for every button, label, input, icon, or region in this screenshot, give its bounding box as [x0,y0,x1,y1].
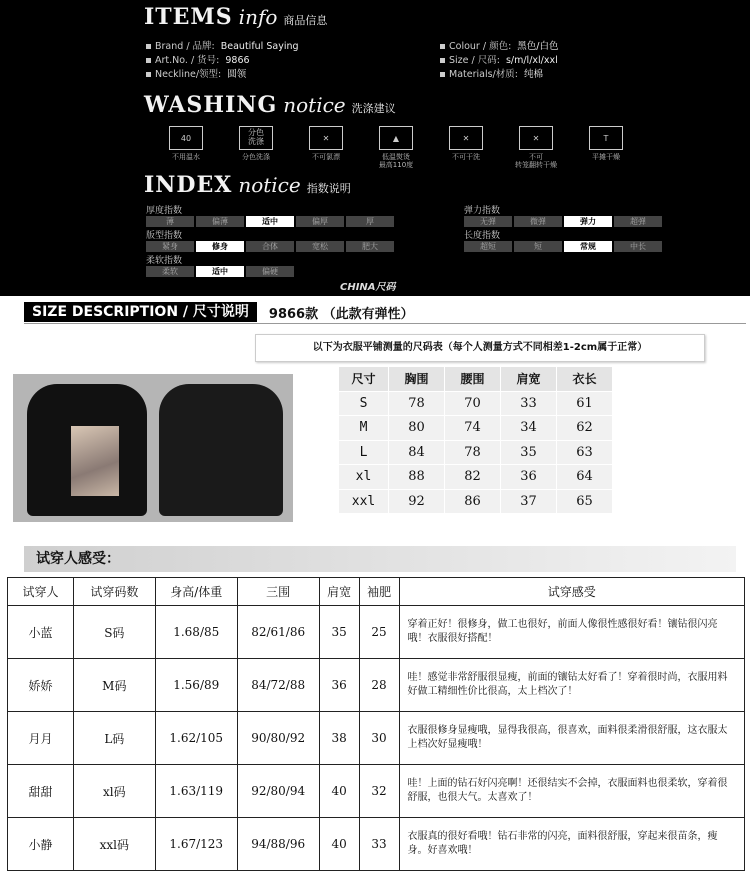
model-number: 9866款 （此款有弹性） [268,306,414,322]
size-chart-header [339,367,613,392]
tester-measurements: 82/61/86 [237,606,319,659]
size-cell: 80 [389,416,445,441]
tester-shoulder: 38 [319,712,359,765]
tester-size: xxl码 [73,818,155,871]
length-scale [464,241,662,252]
size-cell: 35 [501,440,557,465]
size-cell: xxl [339,489,389,514]
tester-sleeve: 32 [359,765,399,818]
separate-wash-icon: 分色 洗涤 [239,126,273,150]
tester-feedback: 穿着正好！很修身，做工也很好，前面人像很性感很好看！镶钻很闪亮哦！衣服很好搭配！ [399,606,744,659]
index-notice-heading: INDEX notice 指数说明 [144,172,351,198]
tester-height-weight: 1.68/85 [155,606,237,659]
fit-scale [146,241,394,252]
tester-measurements: 90/80/92 [237,712,319,765]
fit-level: 宽松 [296,241,344,252]
size-description-title: SIZE DESCRIPTION / 尺寸说明 [24,302,257,322]
iron-icon: ▲ [379,126,413,150]
trial-row [8,659,745,712]
size-row [339,416,613,441]
tester-shoulder: 40 [319,765,359,818]
size-cell: M [339,416,389,441]
size-cell: 34 [501,416,557,441]
softness-level: 柔软 [146,266,194,277]
colour-spec: Colour / 颜色: 黑色/白色 [440,38,558,52]
thickness-level: 适中 [246,216,294,227]
no-dry-clean-icon: ✕ [449,126,483,150]
tester-shoulder: 35 [319,606,359,659]
size-cell: 86 [445,489,501,514]
length-level: 超短 [464,241,512,252]
divider [24,323,746,324]
tester-sleeve: 33 [359,818,399,871]
fit-level: 合体 [246,241,294,252]
header-cell: 胸围 [389,367,445,392]
softness-level: 偏硬 [246,266,294,277]
thickness-scale [146,216,394,227]
length-level: 常规 [564,241,612,252]
items-info-heading: ITEMS info 商品信息 [144,4,328,30]
artno-spec: Art.No. / 货号: 9866 [146,52,250,66]
tester-feedback: 哇！感觉非常舒服很显瘦，前面的镶钻太好看了！穿着很时尚，衣服用料好做工精细性价比很高，太上档次了！ [399,659,744,712]
size-spec: Size / 尺码: s/m/l/xl/xxl [440,52,558,66]
header-cell: 试穿感受 [399,578,744,606]
thickness-level: 偏厚 [296,216,344,227]
header-cell: 袖肥 [359,578,399,606]
measurement-note: 以下为衣服平铺测量的尺码表（每个人测量方式不同相差1-2cm属于正常） [255,334,705,362]
trial-row [8,765,745,818]
thickness-level: 薄 [146,216,194,227]
tester-size: M码 [73,659,155,712]
elastic-level: 微弹 [514,216,562,227]
softness-level: 适中 [196,266,244,277]
size-cell: 92 [389,489,445,514]
header-cell: 腰围 [445,367,501,392]
materials-spec: Materials/材质: 纯棉 [440,66,543,80]
size-cell: 63 [557,440,613,465]
flat-dry-icon: T [589,126,623,150]
elastic-index-label: 弹力指数 [464,206,501,216]
shirt-back-image [159,384,283,516]
size-cell: 61 [557,391,613,416]
size-cell: 70 [445,391,501,416]
size-cell: xl [339,465,389,490]
tester-measurements: 84/72/88 [237,659,319,712]
elastic-scale [464,216,662,227]
header-cell: 试穿人 [8,578,74,606]
wash-tub-icon: 40 [169,126,203,150]
size-cell: 88 [389,465,445,490]
header-cell: 衣长 [557,367,613,392]
size-cell: 78 [389,391,445,416]
tester-shoulder: 40 [319,818,359,871]
tester-name: 小蓝 [8,606,74,659]
tester-size: xl码 [73,765,155,818]
trial-row [8,818,745,871]
length-index-label: 长度指数 [464,231,501,241]
size-cell: 36 [501,465,557,490]
size-cell: S [339,391,389,416]
size-cell: 64 [557,465,613,490]
tester-height-weight: 1.63/119 [155,765,237,818]
tester-height-weight: 1.62/105 [155,712,237,765]
wash-warm-water: 40 不用温水 [162,126,210,169]
length-level: 中长 [614,241,662,252]
neckline-spec: Neckline/领型: 圆领 [146,66,246,80]
thickness-level: 厚 [346,216,394,227]
tester-height-weight: 1.67/123 [155,818,237,871]
tester-measurements: 92/80/94 [237,765,319,818]
tester-feedback: 衣服真的很好看哦！钻石非常的闪亮，面料很舒服，穿起来很苗条，瘦身。好喜欢哦！ [399,818,744,871]
header-cell: 肩宽 [319,578,359,606]
tester-shoulder: 36 [319,659,359,712]
header-cell: 身高/体重 [155,578,237,606]
size-row [339,440,613,465]
thickness-level: 偏薄 [196,216,244,227]
product-photo [13,374,293,522]
softness-scale [146,266,294,277]
no-tumble-dry-icon: ✕ [519,126,553,150]
tester-name: 甜甜 [8,765,74,818]
softness-index-label: 柔软指数 [146,256,183,266]
tester-sleeve: 28 [359,659,399,712]
trial-row [8,712,745,765]
size-row [339,391,613,416]
wash-low-iron: ▲ 低温熨烫 最高110度 [372,126,420,169]
size-row [339,465,613,490]
wash-no-dry-clean: ✕ 不可干洗 [442,126,490,169]
product-info-panel [0,0,750,296]
size-chart [338,366,613,514]
tester-size: S码 [73,606,155,659]
size-cell: 37 [501,489,557,514]
shirt-front-image [27,384,147,516]
header-cell: 试穿码数 [73,578,155,606]
trial-row [8,606,745,659]
fit-level: 紧身 [146,241,194,252]
trial-header [8,578,745,606]
size-row [339,489,613,514]
washing-notice-heading: WASHING notice 洗涤建议 [144,92,396,118]
no-bleach-icon: ✕ [309,126,343,150]
header-cell: 肩宽 [501,367,557,392]
brand-spec: Brand / 品牌: Beautiful Saying [146,38,299,52]
trial-feedback-table [7,577,745,871]
size-cell: 84 [389,440,445,465]
length-level: 短 [514,241,562,252]
header-cell: 尺寸 [339,367,389,392]
wash-no-tumble: ✕ 不可 转笼翻转干燥 [512,126,560,169]
wash-flat-dry: T 平摊干燥 [582,126,630,169]
elastic-level: 超弹 [614,216,662,227]
fit-level: 肥大 [346,241,394,252]
tester-sleeve: 30 [359,712,399,765]
size-description-header [24,302,414,322]
portrait-print-image [71,426,119,496]
tester-sleeve: 25 [359,606,399,659]
trial-feedback-title: 试穿人感受： [24,546,736,572]
header-cell: 三围 [237,578,319,606]
tester-name: 小静 [8,818,74,871]
size-cell: 62 [557,416,613,441]
china-size-tag: CHINA尺码 [340,282,396,293]
tester-name: 娇娇 [8,659,74,712]
thickness-index-label: 厚度指数 [146,206,183,216]
size-cell: 33 [501,391,557,416]
wash-no-bleach: ✕ 不可氯漂 [302,126,350,169]
wash-separate-colors: 分色 洗涤 分色洗涤 [232,126,280,169]
size-cell: 82 [445,465,501,490]
tester-feedback: 哇！上面的钻石好闪亮啊！还很结实不会掉，衣服面料也很柔软，穿着很舒服，也很大气。太喜欢了！ [399,765,744,818]
elastic-level: 弹力 [564,216,612,227]
tester-measurements: 94/88/96 [237,818,319,871]
elastic-level: 无弹 [464,216,512,227]
size-cell: 65 [557,489,613,514]
tester-name: 月月 [8,712,74,765]
fit-index-label: 版型指数 [146,231,183,241]
tester-height-weight: 1.56/89 [155,659,237,712]
size-cell: L [339,440,389,465]
tester-size: L码 [73,712,155,765]
fit-level: 修身 [196,241,244,252]
size-cell: 78 [445,440,501,465]
tester-feedback: 衣服很修身显瘦哦，显得我很高，很喜欢，面料很柔滑很舒服，这衣服太上档次好显瘦哦！ [399,712,744,765]
size-cell: 74 [445,416,501,441]
washing-icons [162,126,630,169]
